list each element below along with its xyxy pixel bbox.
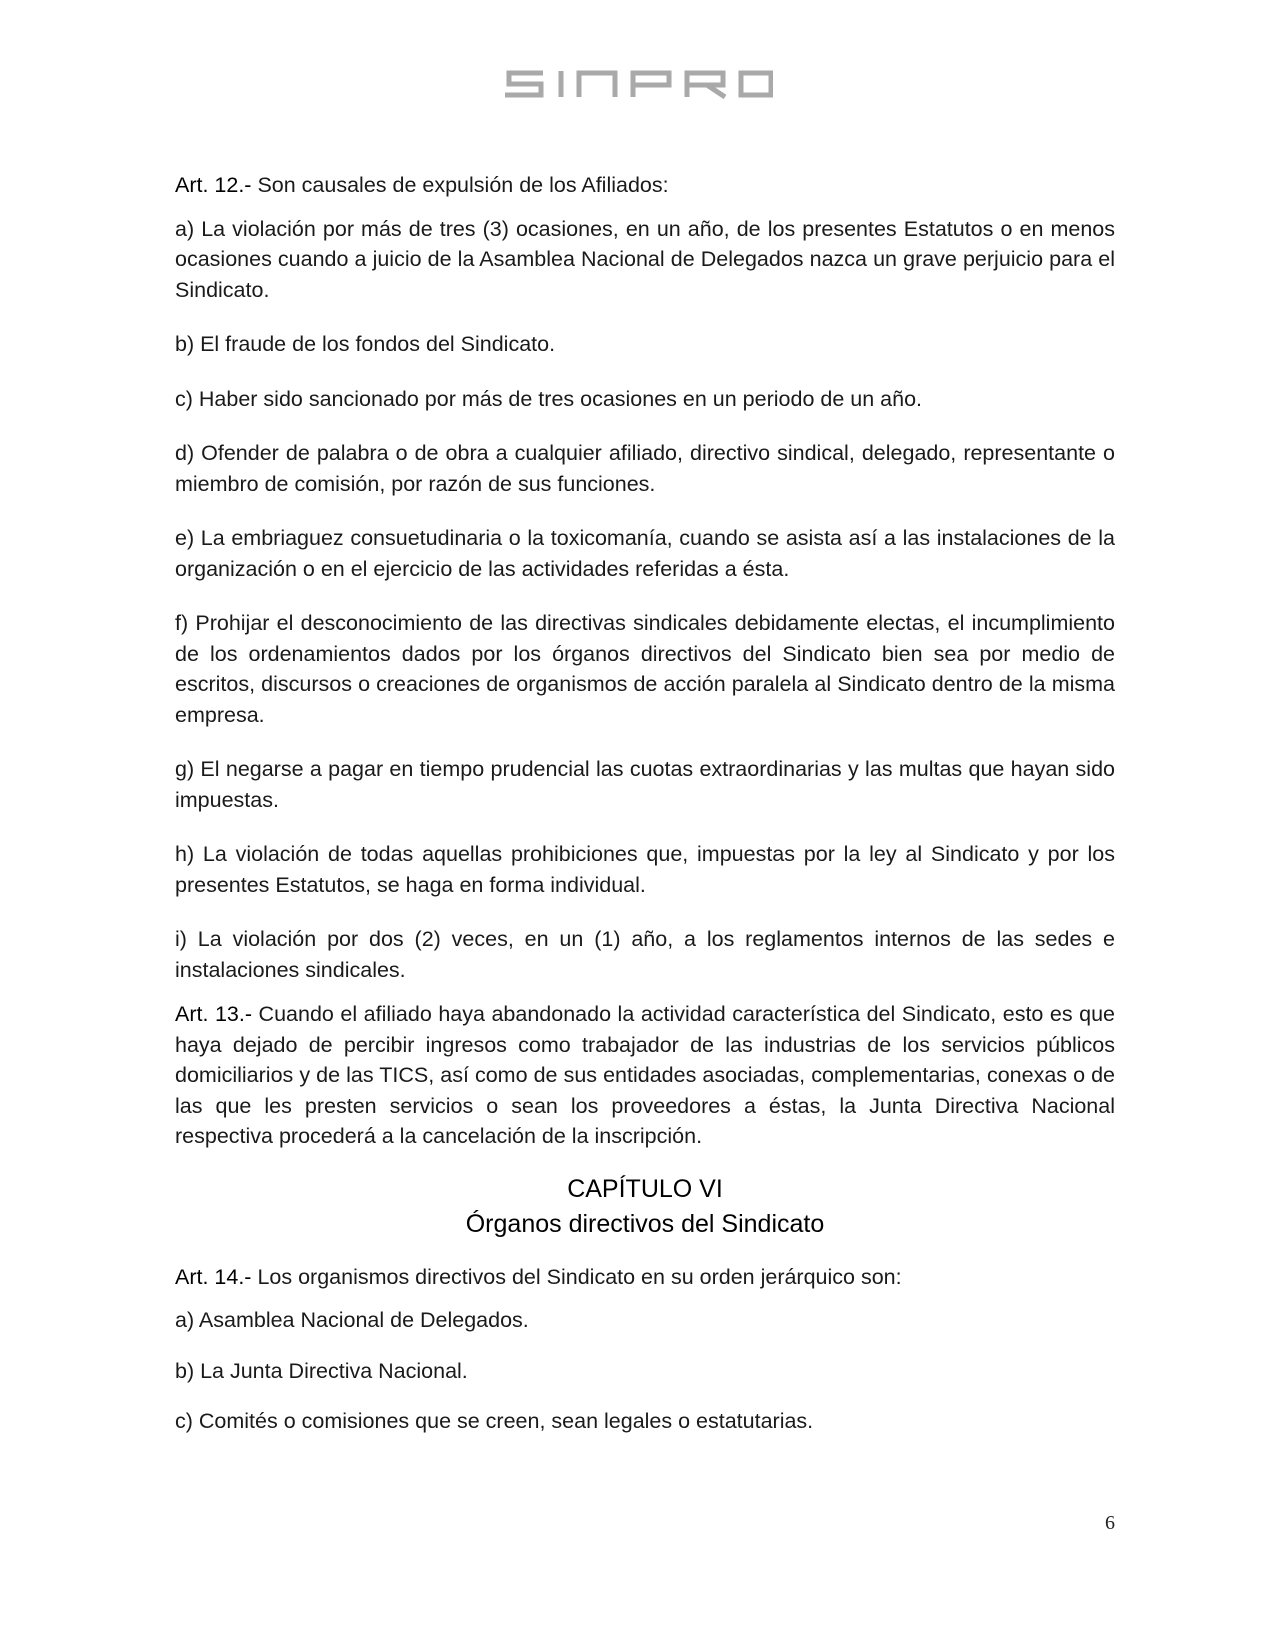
article-14-item-c: c) Comités o comisiones que se creen, sean legales o estatutarias. <box>175 1409 814 1433</box>
sinpro-logo <box>0 62 1275 106</box>
article-14-item-b: b) La Junta Directiva Nacional. <box>175 1358 468 1383</box>
article-12-item-c: c) Haber sido sancionado por más de tres ocasiones en un periodo de un año. <box>175 386 922 411</box>
article-14-item-a: a) Asamblea Nacional de Delegados. <box>175 1308 529 1332</box>
chapter-heading <box>175 1172 1115 1242</box>
page-number: 6 <box>1105 1512 1115 1534</box>
article-12-item-b: b) El fraude de los fondos del Sindicato. <box>175 332 556 356</box>
article-12-label: Art. 12.- <box>175 173 252 197</box>
article-14-intro: Los organismos directivos del Sindicato en su orden jerárquico son: <box>251 1264 902 1289</box>
sinpro-logo-mark <box>503 69 773 99</box>
chapter-number: CAPÍTULO VI <box>567 1174 723 1203</box>
article-12-item-d: d) Ofender de palabra o de obra a cualquier afiliado, directivo sindical, delegado, representante o miembro de comisión, por razón de sus funciones. <box>175 441 1115 496</box>
article-14-label: Art. 14.- <box>175 1264 252 1289</box>
article-12-item-i: i) La violación por dos (2) veces, en un (1) año, a los reglamentos internos de las sedes e instalaciones sindicales. <box>175 927 1115 982</box>
article-13-label: Art. 13.- <box>175 1002 253 1026</box>
article-12-item-e: e) La embriaguez consuetudinaria o la toxicomanía, cuando se asista así a las instalaciones de la organización o en el ejercicio de las actividades referidas a ésta. <box>175 526 1115 581</box>
chapter-title: Órganos directivos del Sindicato <box>465 1209 825 1238</box>
article-12-item-h: h) La violación de todas aquellas prohibiciones que, impuestas por la ley al Sindicato y por los presentes Estatutos, se haga en forma individual. <box>175 842 1115 897</box>
article-12-intro: Son causales de expulsión de los Afiliados: <box>251 173 669 197</box>
article-12-item-f: f) Prohijar el desconocimiento de las directivas sindicales debidamente electas, el incumplimiento de los ordenamientos dados por los órganos directivos del Sindicato bien sea por medio de escritos, discursos o creaciones de organismos de acción paralela al Sindicato dentro de la misma empresa. <box>175 611 1115 727</box>
article-12-heading <box>175 170 1115 201</box>
document-body <box>175 170 1115 1457</box>
article-13-paragraph <box>175 999 1115 1152</box>
article-12-item-g: g) El negarse a pagar en tiempo prudencial las cuotas extraordinarias y las multas que hayan sido impuestas. <box>175 757 1115 812</box>
article-12-item-a: a) La violación por más de tres (3) ocasiones, en un año, de los presentes Estatutos o en menos ocasiones cuando a juicio de la Asamblea Nacional de Delegados nazca un grave perjuicio para el Sindicato. <box>175 216 1115 302</box>
article-13-text: Cuando el afiliado haya abandonado la actividad característica del Sindicato, esto es que haya dejado de percibir ingresos como trabajador de las industrias de los servicios públicos domiciliarios y de las TICS, así como de sus entidades asociadas, complementarias, conexas o de las que les presten servicios o sean los proveedores a éstas, la Junta Directiva Nacional respectiva procederá a la cancelación de la inscripción. <box>175 1002 1116 1148</box>
article-14-heading <box>175 1262 1115 1293</box>
